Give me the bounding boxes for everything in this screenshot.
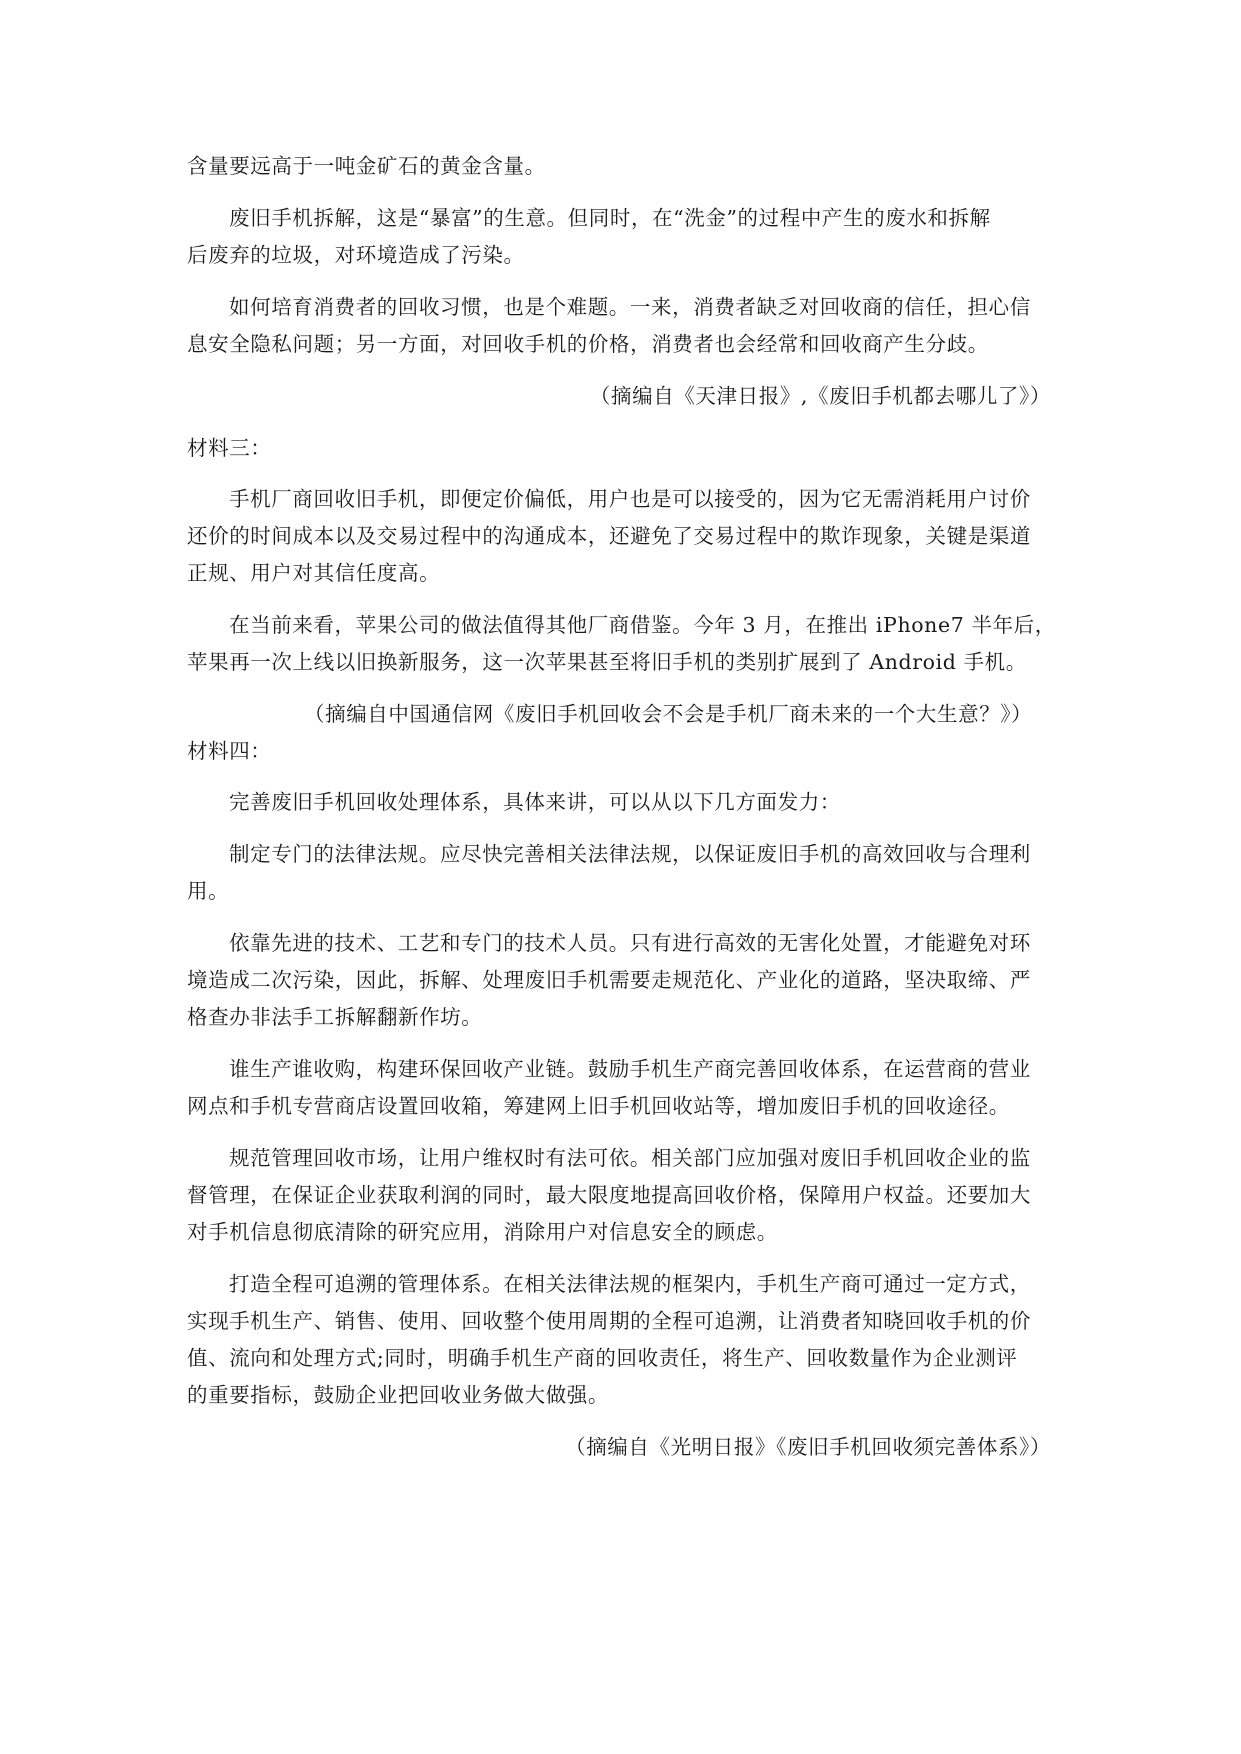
paragraph-line: 境造成二次污染，因此，拆解、处理废旧手机需要走规范化、产业化的道路，坚决取缔、严 [187,968,1031,992]
paragraph-line: 在当前来看，苹果公司的做法值得其他厂商借鉴。今年 3 月，在推出 iPhone7 半年后， [229,613,1056,637]
paragraph-line: 还价的时间成本以及交易过程中的沟通成本，还避免了交易过程中的欺诈现象，关键是渠道 [187,524,1031,548]
source-citation-guangming: （摘编自《光明日报》《废旧手机回收须完善体系》） [565,1435,1051,1459]
paragraph-line: 督管理，在保证企业获取利润的同时，最大限度地提高回收价格，保障用户权益。还要加大 [187,1183,1031,1207]
section-heading-material-four: 材料四： [187,739,272,763]
paragraph-producer-responsibility [187,1051,1051,1125]
paragraph-line: 谁生产谁收购，构建环保回收产业链。鼓励手机生产商完善回收体系，在运营商的营业 [229,1057,1031,1081]
paragraph-line: 息安全隐私问题；另一方面，对回收手机的价格，消费者也会经常和回收商产生分歧。 [187,332,989,356]
paragraph-manufacturer-recycling [187,481,1051,592]
paragraph-gold-content: 含量要远高于一吨金矿石的黄金含量。 [187,154,546,178]
paragraph-line: 手机厂商回收旧手机，即便定价偏低，用户也是可以接受的，因为它无需消耗用户讨价 [229,487,1031,511]
paragraph-line: 打造全程可追溯的管理体系。在相关法律法规的框架内，手机生产商可通过一定方式， [229,1272,1031,1296]
paragraph-line: 值、流向和处理方式;同时，明确手机生产商的回收责任，将生产、回收数量作为企业测评 [187,1346,1018,1370]
paragraph-market-regulation [187,1140,1051,1251]
source-citation-china-comm: （摘编自中国通信网《废旧手机回收会不会是手机厂商未来的一个大生意？》） [304,702,1033,726]
paragraph-line: 制定专门的法律法规。应尽快完善相关法律法规，以保证废旧手机的高效回收与合理利 [229,842,1031,866]
paragraph-dismantling [187,200,1051,274]
paragraph-line: 网点和手机专营商店设置回收箱，筹建网上旧手机回收站等，增加废旧手机的回收途径。 [187,1094,1010,1118]
paragraph-line: 的重要指标，鼓励企业把回收业务做大做强。 [187,1383,609,1407]
paragraph-technology [187,925,1051,1036]
paragraph-line: 依靠先进的技术、工艺和专门的技术人员。只有进行高效的无害化处置，才能避免对环 [229,931,1031,955]
paragraph-line: 如何培育消费者的回收习惯，也是个难题。一来，消费者缺乏对回收商的信任，担心信 [229,295,1031,319]
paragraph-laws [187,836,1051,910]
paragraph-line: 对手机信息彻底清除的研究应用，消除用户对信息安全的顾虑。 [187,1220,778,1244]
paragraph-line: 实现手机生产、销售、使用、回收整个使用周期的全程可追溯，让消费者知晓回收手机的价 [187,1309,1031,1333]
paragraph-line: 苹果再一次上线以旧换新服务，这一次苹果甚至将旧手机的类别扩展到了 Android 手机。 [187,650,1027,674]
paragraph-intro: 完善废旧手机回收处理体系，具体来讲，可以从以下几方面发力： [229,790,841,814]
paragraph-line: 后废弃的垃圾，对环境造成了污染。 [187,243,525,267]
paragraph-consumer-habits [187,289,1051,363]
paragraph-traceability [187,1266,1051,1414]
source-citation-tianjin: （摘编自《天津日报》,《废旧手机都去哪儿了》） [589,384,1051,408]
document-body [187,148,1056,1466]
section-heading-material-three: 材料三： [187,436,272,460]
paragraph-line: 规范管理回收市场，让用户维权时有法可依。相关部门应加强对废旧手机回收企业的监 [229,1146,1031,1170]
paragraph-line: 用。 [187,879,230,903]
paragraph-line: 正规、用户对其信任度高。 [187,561,441,585]
paragraph-line: 废旧手机拆解，这是“暴富”的生意。但同时，在“洗金”的过程中产生的废水和拆解 [229,206,991,230]
paragraph-apple-tradein [187,607,1056,681]
paragraph-line: 格查办非法手工拆解翻新作坊。 [187,1005,483,1029]
